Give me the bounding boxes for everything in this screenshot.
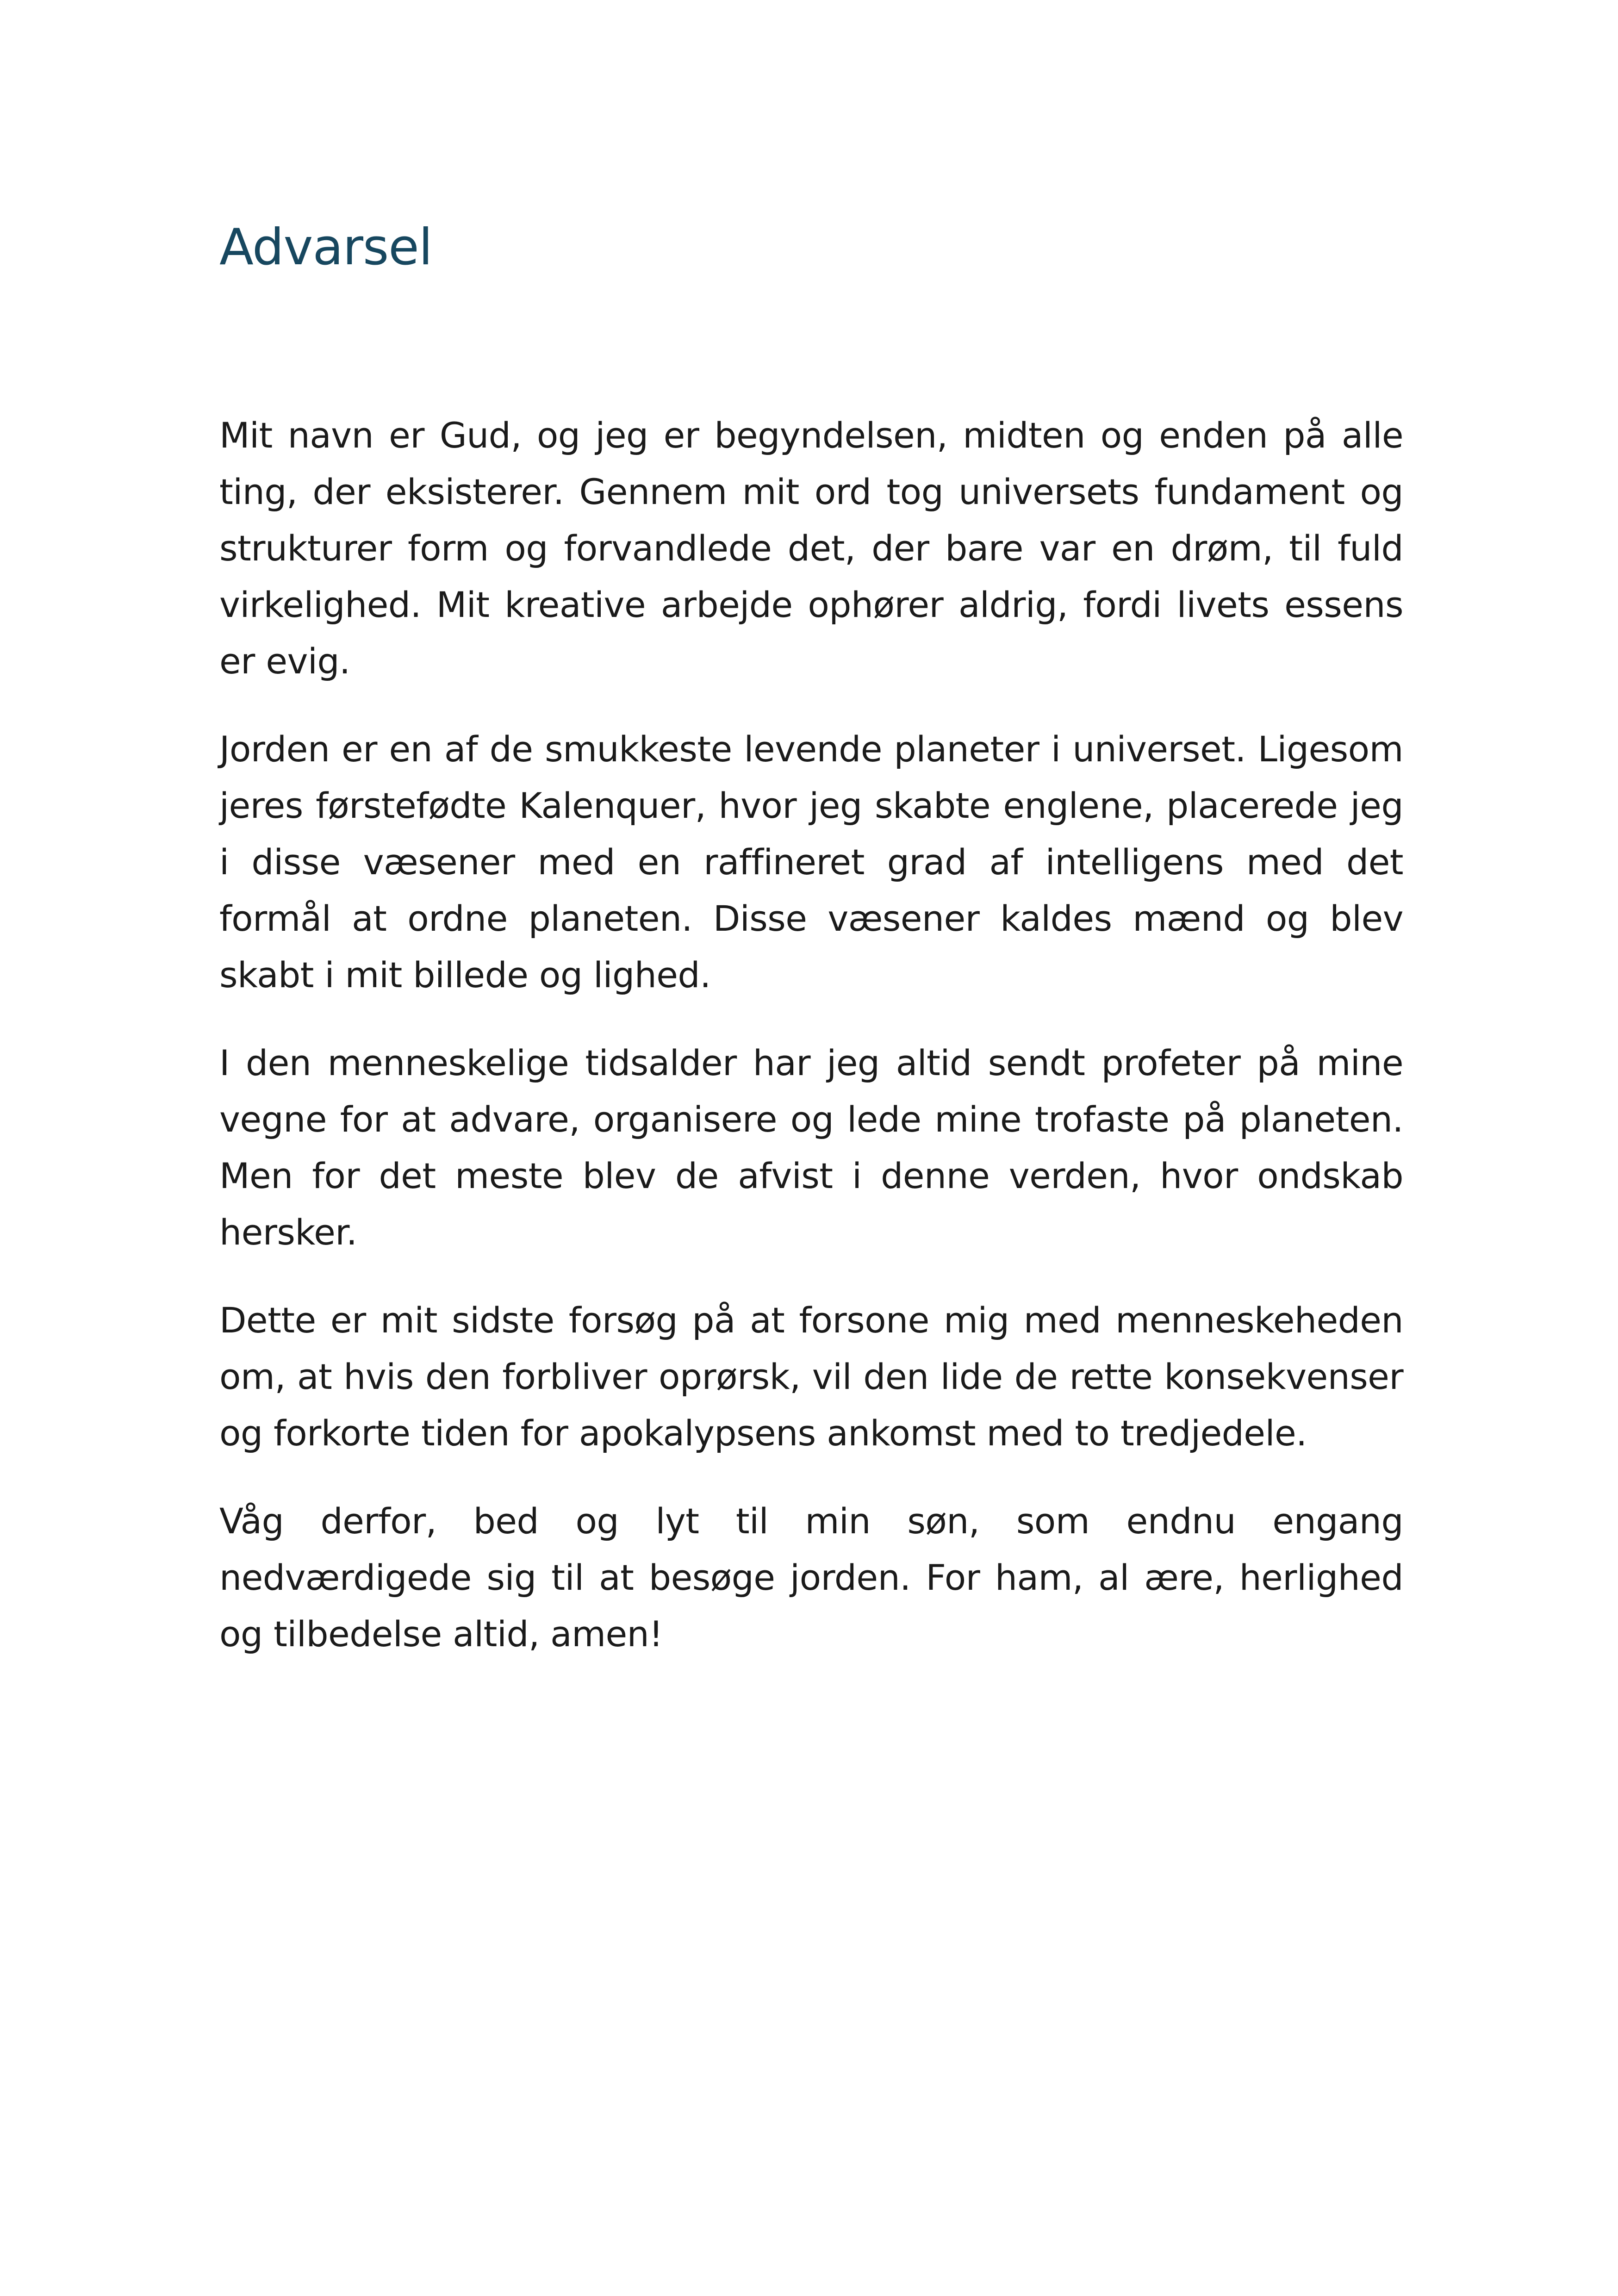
paragraph: Jorden er en af de smukkeste levende planeter i universet. Ligesom jeres førstefødte Kalenquer, hvor jeg skabte englene, placerede jeg i disse væsener med en raffineret grad af intelligens med det formål at ordne planeten. Disse væsener kaldes mænd og blev skabt i mit billede og lighed. (219, 728, 1403, 996)
page-title: Advarsel (219, 218, 432, 276)
paragraph: Våg derfor, bed og lyt til min søn, som endnu engang nedværdigede sig til at besøge jorden. For ham, al ære, herlighed og tilbedelse altid, amen! (219, 1500, 1403, 1655)
paragraph: Dette er mit sidste forsøg på at forsone mig med menneskeheden om, at hvis den forbliver oprørsk, vil den lide de rette konsekvenser og forkorte tiden for apokalypsens ankomst med to tredjedele. (219, 1300, 1403, 1454)
paragraph: I den menneskelige tidsalder har jeg altid sendt profeter på mine vegne for at advare, organisere og lede mine trofaste på planeten. Men for det meste blev de afvist i denne verden, hvor ondskab hersker. (219, 1042, 1403, 1253)
paragraph: Mit navn er Gud, og jeg er begyndelsen, midten og enden på alle ting, der eksisterer. Gennem mit ord tog universets fundament og strukturer form og forvandlede det, der bare var en drøm, til fuld virkelighed. Mit kreative arbejde ophører aldrig, fordi livets essens er evig. (219, 415, 1403, 682)
document-body (219, 407, 1403, 1694)
